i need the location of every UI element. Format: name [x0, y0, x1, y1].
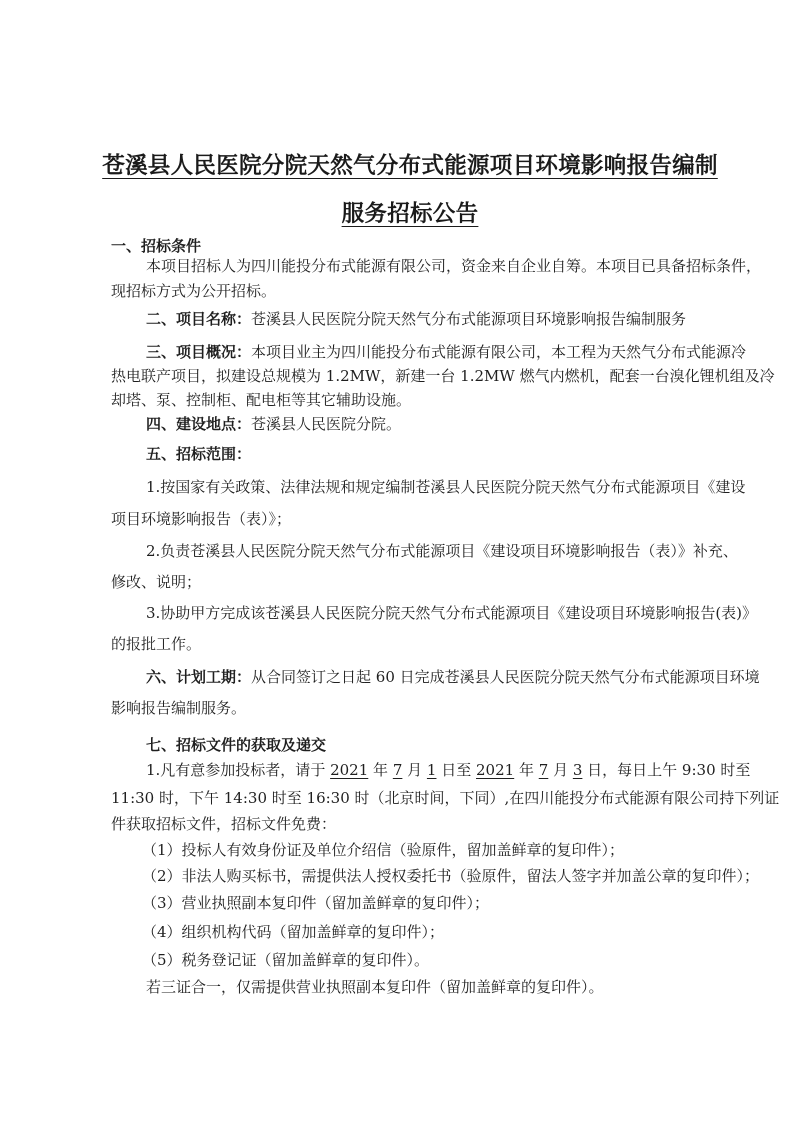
end-month: 7 [538, 761, 549, 779]
section-4-label: 四、建设地点： [146, 415, 252, 433]
date-prefix: 1.凡有意参加投标者，请于 [146, 761, 331, 779]
document-title-line-1: 苍溪县人民医院分院天然气分布式能源项目环境影响报告编制 [102, 153, 718, 179]
section-4 [146, 414, 766, 434]
year-char: 年 [514, 761, 539, 779]
start-day: 1 [426, 761, 437, 779]
scope-item-2-line-1: 2.负责苍溪县人民医院分院天然气分布式能源项目《建设项目环境影响报告（表）》补充、 [146, 542, 738, 560]
section-3-line-3: 却塔、泵、控制柜、配电柜等其它辅助设施。 [111, 391, 412, 409]
required-doc-5: （5）税务登记证（留加盖鲜章的复印件）。 [142, 951, 430, 969]
section-6-label: 六、计划工期： [146, 668, 252, 686]
section-2 [146, 309, 766, 329]
section-1-paragraph-line-1: 本项目招标人为四川能投分布式能源有限公司，资金来自企业自筹。本项目已具备招标条件， [146, 257, 762, 275]
section-3-label: 三、项目概况： [146, 343, 252, 361]
end-day: 3 [572, 761, 583, 779]
date-range-connector: 日至 [436, 761, 477, 779]
section-7-heading: 七、招标文件的获取及递交 [146, 736, 327, 754]
scope-item-2-line-2: 修改、说明； [111, 573, 202, 591]
section-4-text: 苍溪县人民医院分院。 [251, 415, 402, 433]
section-6-text-1: 从合同签订之日起 60 日完成苍溪县人民医院分院天然气分布式能源项目环境 [251, 668, 760, 686]
document-title-line-2: 服务招标公告 [341, 201, 479, 227]
required-doc-3: （3）营业执照副本复印件（留加盖鲜章的复印件）； [142, 894, 490, 912]
scope-item-1-line-2: 项目环境影响报告（表）》； [111, 510, 292, 528]
section-5-heading: 五、招标范围： [146, 445, 252, 463]
start-month: 7 [392, 761, 403, 779]
required-doc-4: （4）组织机构代码（留加盖鲜章的复印件）； [142, 923, 445, 941]
month-char: 月 [402, 761, 427, 779]
scope-item-1-line-1: 1.按国家有关政策、法律法规和规定编制苍溪县人民医院分院天然气分布式能源项目《建设 [146, 478, 746, 496]
section-7-paragraph-line-2: 11:30 时，下午 14:30 时至 16:30 时（北京时间，下同）,在四川能投分布式能源有限公司持下列证 [111, 789, 780, 807]
section-1-paragraph-line-2: 现招标方式为公开招标。 [111, 282, 277, 300]
section-3-line-1 [146, 342, 766, 362]
section-1-heading: 一、招标条件 [111, 237, 202, 255]
required-doc-2: （2）非法人购买标书，需提供法人授权委托书（验原件，留法人签字并加盖公章的复印件）； [142, 867, 760, 885]
section-3-line-2: 热电联产项目，拟建设总规模为 1.2MW，新建一台 1.2MW 燃气内燃机，配套一台溴化锂机组及冷 [111, 367, 775, 385]
three-in-one-note: 若三证合一，仅需提供营业执照副本复印件（留加盖鲜章的复印件）。 [146, 978, 604, 996]
section-2-text: 苍溪县人民医院分院天然气分布式能源项目环境影响报告编制服务 [251, 310, 687, 328]
scope-item-3-line-1: 3.协助甲方完成该苍溪县人民医院分院天然气分布式能源项目《建设项目环境影响报告(表)》 [146, 604, 758, 622]
section-6-line-2: 影响报告编制服务。 [111, 699, 247, 717]
section-7-paragraph-line-3: 件获取招标文件，招标文件免费： [111, 815, 337, 833]
month-char: 月 [548, 761, 573, 779]
scope-item-3-line-2: 的报批工作。 [111, 635, 202, 653]
date-suffix: 日，每日上午 9:30 时至 [582, 761, 751, 779]
required-doc-1: （1）投标人有效身份证及单位介绍信（验原件，留加盖鲜章的复印件）； [142, 841, 625, 859]
section-6-line-1 [146, 667, 766, 687]
section-2-label: 二、项目名称： [146, 310, 252, 328]
end-year: 2021 [476, 761, 515, 779]
start-year: 2021 [330, 761, 369, 779]
year-char: 年 [368, 761, 393, 779]
section-7-paragraph-line-1 [146, 760, 766, 780]
section-3-text-1: 本项目业主为四川能投分布式能源有限公司，本工程为天然气分布式能源冷 [251, 343, 747, 361]
